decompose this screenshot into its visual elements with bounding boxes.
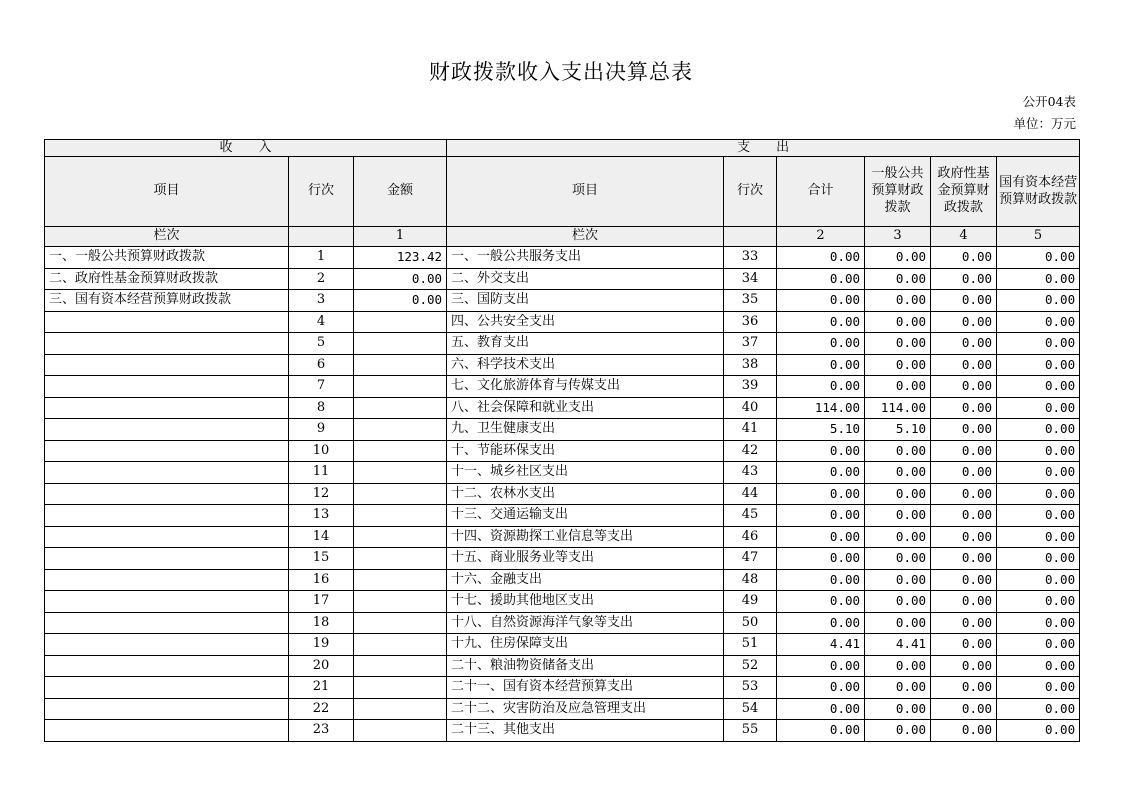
state-capital-cell: 0.00	[997, 591, 1080, 613]
total-cell: 0.00	[777, 440, 865, 462]
col-index-5: 5	[997, 227, 1080, 247]
table-row	[45, 247, 1080, 269]
income-item-cell	[45, 483, 289, 505]
general-budget-cell: 0.00	[865, 268, 931, 290]
general-budget-cell: 0.00	[865, 311, 931, 333]
expense-row-no-cell: 53	[724, 677, 777, 699]
table-row	[45, 655, 1080, 677]
general-budget-cell: 0.00	[865, 333, 931, 355]
gov-fund-cell: 0.00	[931, 419, 997, 441]
expense-row-no-cell: 35	[724, 290, 777, 312]
col-index-4: 4	[931, 227, 997, 247]
state-capital-cell: 0.00	[997, 290, 1080, 312]
table-row	[45, 440, 1080, 462]
general-budget-cell: 0.00	[865, 655, 931, 677]
gov-fund-cell: 0.00	[931, 677, 997, 699]
state-capital-cell: 0.00	[997, 483, 1080, 505]
general-budget-cell: 5.10	[865, 419, 931, 441]
expense-col-index-blank	[724, 227, 777, 247]
expense-item-cell: 十四、资源勘探工业信息等支出	[447, 526, 724, 548]
gov-fund-cell: 0.00	[931, 505, 997, 527]
column-header-row	[45, 157, 1080, 227]
page-title: 财政拨款收入支出决算总表	[429, 60, 693, 84]
table-row	[45, 612, 1080, 634]
general-budget-cell: 4.41	[865, 634, 931, 656]
income-amount-cell	[354, 397, 447, 419]
total-cell: 0.00	[777, 526, 865, 548]
gov-fund-cell: 0.00	[931, 397, 997, 419]
general-budget-header: 一般公共预算财政拨款	[865, 157, 931, 227]
unit-label: 单位：万元	[1013, 116, 1076, 131]
income-item-cell	[45, 677, 289, 699]
gov-fund-cell: 0.00	[931, 333, 997, 355]
income-amount-cell	[354, 634, 447, 656]
gov-fund-cell: 0.00	[931, 526, 997, 548]
income-amount-header: 金额	[354, 157, 447, 227]
state-capital-header: 国有资本经营预算财政拨款	[997, 157, 1080, 227]
income-row-no-cell: 11	[289, 462, 354, 484]
income-item-cell	[45, 419, 289, 441]
col-index-3: 3	[865, 227, 931, 247]
state-capital-cell: 0.00	[997, 655, 1080, 677]
total-cell: 0.00	[777, 311, 865, 333]
income-item-cell: 三、国有资本经营预算财政拨款	[45, 290, 289, 312]
income-item-cell	[45, 333, 289, 355]
general-budget-cell: 0.00	[865, 526, 931, 548]
gov-fund-cell: 0.00	[931, 462, 997, 484]
income-amount-cell	[354, 311, 447, 333]
expense-item-cell: 十六、金融支出	[447, 569, 724, 591]
expense-item-cell: 四、公共安全支出	[447, 311, 724, 333]
income-amount-cell	[354, 376, 447, 398]
expense-row-no-header: 行次	[724, 157, 777, 227]
expense-row-no-cell: 50	[724, 612, 777, 634]
income-row-no-cell: 6	[289, 354, 354, 376]
expense-row-no-cell: 38	[724, 354, 777, 376]
income-row-no-cell: 2	[289, 268, 354, 290]
expense-item-cell: 十八、自然资源海洋气象等支出	[447, 612, 724, 634]
general-budget-cell: 0.00	[865, 290, 931, 312]
expense-item-cell: 十九、住房保障支出	[447, 634, 724, 656]
general-budget-cell: 0.00	[865, 591, 931, 613]
gov-fund-cell: 0.00	[931, 268, 997, 290]
income-row-no-cell: 7	[289, 376, 354, 398]
general-budget-cell: 0.00	[865, 462, 931, 484]
income-item-cell: 一、一般公共预算财政拨款	[45, 247, 289, 269]
income-item-cell	[45, 397, 289, 419]
expense-item-cell: 五、教育支出	[447, 333, 724, 355]
income-col-label: 栏次	[45, 227, 289, 247]
income-row-no-cell: 17	[289, 591, 354, 613]
expense-row-no-cell: 51	[724, 634, 777, 656]
income-row-no-cell: 10	[289, 440, 354, 462]
gov-fund-cell: 0.00	[931, 569, 997, 591]
group-header-row	[45, 140, 1080, 157]
total-cell: 0.00	[777, 290, 865, 312]
table-row	[45, 268, 1080, 290]
income-amount-cell	[354, 612, 447, 634]
table-row	[45, 634, 1080, 656]
table-row	[45, 548, 1080, 570]
gov-fund-cell: 0.00	[931, 354, 997, 376]
total-cell: 5.10	[777, 419, 865, 441]
income-row-no-cell: 23	[289, 720, 354, 742]
form-number: 公开04表	[1022, 94, 1076, 109]
income-amount-cell	[354, 591, 447, 613]
state-capital-cell: 0.00	[997, 462, 1080, 484]
income-item-cell	[45, 440, 289, 462]
expense-row-no-cell: 43	[724, 462, 777, 484]
general-budget-cell: 0.00	[865, 698, 931, 720]
state-capital-cell: 0.00	[997, 440, 1080, 462]
income-amount-cell	[354, 419, 447, 441]
fiscal-summary-table	[44, 139, 1080, 742]
expense-row-no-cell: 54	[724, 698, 777, 720]
total-cell: 0.00	[777, 268, 865, 290]
income-item-cell	[45, 505, 289, 527]
table-row	[45, 483, 1080, 505]
table-row	[45, 677, 1080, 699]
state-capital-cell: 0.00	[997, 247, 1080, 269]
income-row-no-header: 行次	[289, 157, 354, 227]
table-row	[45, 311, 1080, 333]
state-capital-cell: 0.00	[997, 505, 1080, 527]
state-capital-cell: 0.00	[997, 311, 1080, 333]
gov-fund-cell: 0.00	[931, 290, 997, 312]
state-capital-cell: 0.00	[997, 268, 1080, 290]
gov-fund-cell: 0.00	[931, 247, 997, 269]
gov-fund-cell: 0.00	[931, 376, 997, 398]
expense-item-cell: 二十一、国有资本经营预算支出	[447, 677, 724, 699]
state-capital-cell: 0.00	[997, 526, 1080, 548]
income-row-no-cell: 22	[289, 698, 354, 720]
total-cell: 0.00	[777, 548, 865, 570]
total-cell: 0.00	[777, 698, 865, 720]
general-budget-cell: 0.00	[865, 354, 931, 376]
table-row	[45, 569, 1080, 591]
total-cell: 4.41	[777, 634, 865, 656]
table-row	[45, 462, 1080, 484]
income-item-cell	[45, 354, 289, 376]
income-amount-cell	[354, 440, 447, 462]
total-cell: 0.00	[777, 720, 865, 742]
total-header: 合计	[777, 157, 865, 227]
expense-row-no-cell: 55	[724, 720, 777, 742]
total-cell: 0.00	[777, 247, 865, 269]
income-amount-cell	[354, 333, 447, 355]
expense-item-cell: 八、社会保障和就业支出	[447, 397, 724, 419]
expense-item-cell: 二十二、灾害防治及应急管理支出	[447, 698, 724, 720]
income-amount-cell	[354, 548, 447, 570]
expense-row-no-cell: 34	[724, 268, 777, 290]
income-row-no-cell: 15	[289, 548, 354, 570]
income-item-cell	[45, 548, 289, 570]
total-cell: 0.00	[777, 483, 865, 505]
general-budget-cell: 0.00	[865, 247, 931, 269]
table-row	[45, 419, 1080, 441]
expense-item-cell: 七、文化旅游体育与传媒支出	[447, 376, 724, 398]
column-index-row	[45, 227, 1080, 247]
expense-item-cell: 二十三、其他支出	[447, 720, 724, 742]
expense-item-cell: 十二、农林水支出	[447, 483, 724, 505]
gov-fund-cell: 0.00	[931, 440, 997, 462]
income-amount-cell: 123.42	[354, 247, 447, 269]
total-cell: 0.00	[777, 354, 865, 376]
income-item-cell: 二、政府性基金预算财政拨款	[45, 268, 289, 290]
income-item-cell	[45, 376, 289, 398]
expense-row-no-cell: 49	[724, 591, 777, 613]
state-capital-cell: 0.00	[997, 634, 1080, 656]
state-capital-cell: 0.00	[997, 612, 1080, 634]
income-row-no-cell: 8	[289, 397, 354, 419]
expense-row-no-cell: 52	[724, 655, 777, 677]
col-index-2: 2	[777, 227, 865, 247]
income-item-cell	[45, 462, 289, 484]
expense-row-no-cell: 36	[724, 311, 777, 333]
income-amount-cell	[354, 655, 447, 677]
general-budget-cell: 0.00	[865, 483, 931, 505]
income-item-cell	[45, 634, 289, 656]
income-amount-cell	[354, 526, 447, 548]
income-row-no-cell: 20	[289, 655, 354, 677]
income-row-no-cell: 3	[289, 290, 354, 312]
total-cell: 0.00	[777, 462, 865, 484]
income-row-no-cell: 16	[289, 569, 354, 591]
income-item-cell	[45, 591, 289, 613]
expense-row-no-cell: 45	[724, 505, 777, 527]
income-amount-cell	[354, 505, 447, 527]
income-amount-cell	[354, 677, 447, 699]
income-amount-cell: 0.00	[354, 268, 447, 290]
state-capital-cell: 0.00	[997, 677, 1080, 699]
expense-item-cell: 九、卫生健康支出	[447, 419, 724, 441]
general-budget-cell: 0.00	[865, 612, 931, 634]
total-cell: 114.00	[777, 397, 865, 419]
state-capital-cell: 0.00	[997, 548, 1080, 570]
table-row	[45, 397, 1080, 419]
income-amount-cell	[354, 354, 447, 376]
expense-row-no-cell: 48	[724, 569, 777, 591]
state-capital-cell: 0.00	[997, 698, 1080, 720]
expense-item-cell: 六、科学技术支出	[447, 354, 724, 376]
income-amount-cell	[354, 462, 447, 484]
total-cell: 0.00	[777, 376, 865, 398]
state-capital-cell: 0.00	[997, 376, 1080, 398]
expense-row-no-cell: 47	[724, 548, 777, 570]
col-index-1: 1	[354, 227, 447, 247]
income-amount-cell	[354, 569, 447, 591]
expense-item-cell: 一、一般公共服务支出	[447, 247, 724, 269]
income-row-no-cell: 21	[289, 677, 354, 699]
expense-row-no-cell: 42	[724, 440, 777, 462]
general-budget-cell: 0.00	[865, 548, 931, 570]
income-item-cell	[45, 311, 289, 333]
table-row	[45, 354, 1080, 376]
table-row	[45, 333, 1080, 355]
table-row	[45, 526, 1080, 548]
state-capital-cell: 0.00	[997, 569, 1080, 591]
expense-item-cell: 二十、粮油物资储备支出	[447, 655, 724, 677]
income-item-cell	[45, 720, 289, 742]
table-row	[45, 505, 1080, 527]
income-item-cell	[45, 569, 289, 591]
income-row-no-cell: 5	[289, 333, 354, 355]
table-row	[45, 290, 1080, 312]
state-capital-cell: 0.00	[997, 720, 1080, 742]
income-item-cell	[45, 655, 289, 677]
gov-fund-cell: 0.00	[931, 311, 997, 333]
income-row-no-cell: 19	[289, 634, 354, 656]
income-item-header: 项目	[45, 157, 289, 227]
expense-row-no-cell: 33	[724, 247, 777, 269]
expense-item-cell: 十五、商业服务业等支出	[447, 548, 724, 570]
expense-item-cell: 十七、援助其他地区支出	[447, 591, 724, 613]
total-cell: 0.00	[777, 612, 865, 634]
table-row	[45, 720, 1080, 742]
state-capital-cell: 0.00	[997, 354, 1080, 376]
expense-row-no-cell: 41	[724, 419, 777, 441]
expense-row-no-cell: 37	[724, 333, 777, 355]
total-cell: 0.00	[777, 569, 865, 591]
general-budget-cell: 0.00	[865, 677, 931, 699]
gov-fund-cell: 0.00	[931, 655, 997, 677]
expense-item-cell: 二、外交支出	[447, 268, 724, 290]
state-capital-cell: 0.00	[997, 397, 1080, 419]
income-row-no-cell: 4	[289, 311, 354, 333]
expense-row-no-cell: 40	[724, 397, 777, 419]
total-cell: 0.00	[777, 333, 865, 355]
expense-item-cell: 十一、城乡社区支出	[447, 462, 724, 484]
gov-fund-cell: 0.00	[931, 483, 997, 505]
general-budget-cell: 114.00	[865, 397, 931, 419]
gov-fund-header: 政府性基金预算财政拨款	[931, 157, 997, 227]
table-row	[45, 698, 1080, 720]
income-amount-cell	[354, 720, 447, 742]
general-budget-cell: 0.00	[865, 376, 931, 398]
general-budget-cell: 0.00	[865, 440, 931, 462]
general-budget-cell: 0.00	[865, 720, 931, 742]
expense-row-no-cell: 39	[724, 376, 777, 398]
income-row-no-cell: 14	[289, 526, 354, 548]
expense-group-header: 支 出	[447, 140, 1080, 157]
income-row-no-cell: 1	[289, 247, 354, 269]
income-row-no-cell: 13	[289, 505, 354, 527]
expense-item-cell: 三、国防支出	[447, 290, 724, 312]
table-row	[45, 376, 1080, 398]
income-amount-cell: 0.00	[354, 290, 447, 312]
gov-fund-cell: 0.00	[931, 720, 997, 742]
income-amount-cell	[354, 698, 447, 720]
income-col-index-blank	[289, 227, 354, 247]
expense-col-label: 栏次	[447, 227, 724, 247]
income-row-no-cell: 12	[289, 483, 354, 505]
income-item-cell	[45, 612, 289, 634]
total-cell: 0.00	[777, 655, 865, 677]
income-item-cell	[45, 526, 289, 548]
expense-row-no-cell: 46	[724, 526, 777, 548]
expense-item-cell: 十三、交通运输支出	[447, 505, 724, 527]
general-budget-cell: 0.00	[865, 569, 931, 591]
expense-item-cell: 十、节能环保支出	[447, 440, 724, 462]
income-amount-cell	[354, 483, 447, 505]
gov-fund-cell: 0.00	[931, 548, 997, 570]
gov-fund-cell: 0.00	[931, 698, 997, 720]
gov-fund-cell: 0.00	[931, 634, 997, 656]
income-item-cell	[45, 698, 289, 720]
general-budget-cell: 0.00	[865, 505, 931, 527]
gov-fund-cell: 0.00	[931, 612, 997, 634]
gov-fund-cell: 0.00	[931, 591, 997, 613]
income-row-no-cell: 18	[289, 612, 354, 634]
expense-item-header: 项目	[447, 157, 724, 227]
income-row-no-cell: 9	[289, 419, 354, 441]
table-row	[45, 591, 1080, 613]
total-cell: 0.00	[777, 591, 865, 613]
income-group-header: 收 入	[45, 140, 447, 157]
state-capital-cell: 0.00	[997, 419, 1080, 441]
total-cell: 0.00	[777, 677, 865, 699]
state-capital-cell: 0.00	[997, 333, 1080, 355]
expense-row-no-cell: 44	[724, 483, 777, 505]
total-cell: 0.00	[777, 505, 865, 527]
